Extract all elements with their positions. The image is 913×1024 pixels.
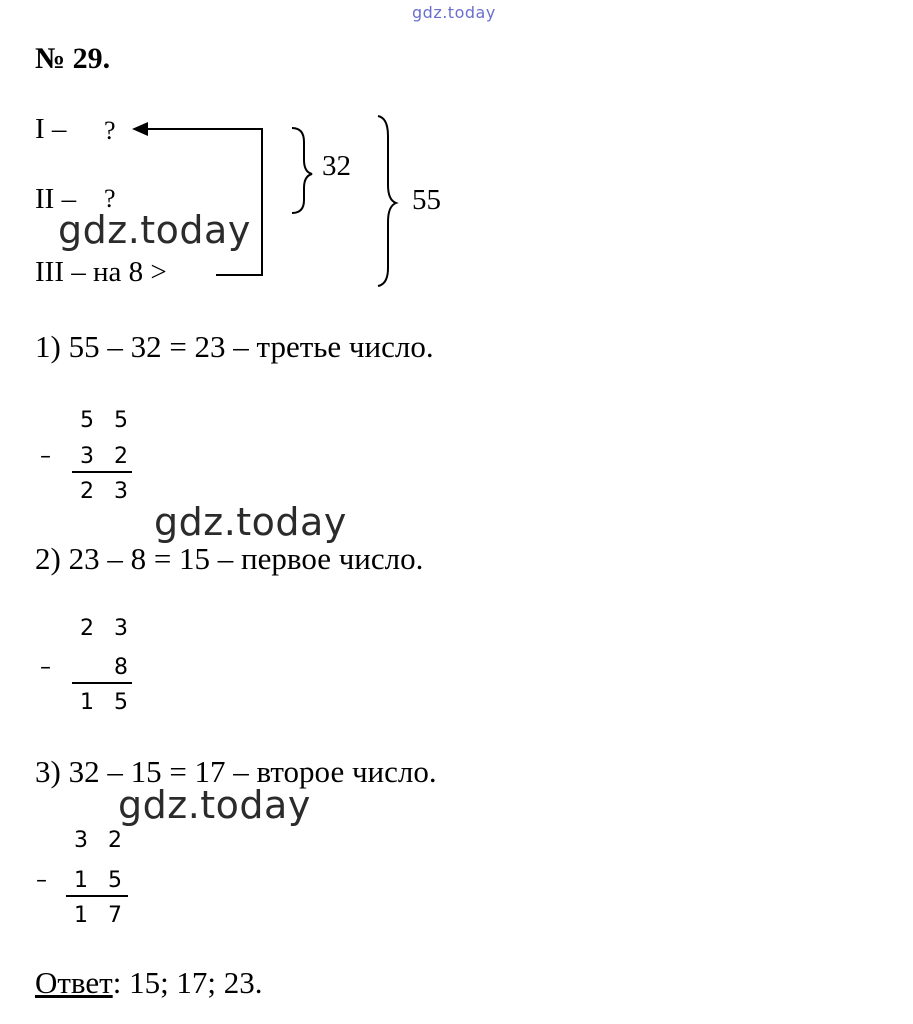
watermark-3: gdz.today [118,783,311,827]
watermark-2: gdz.today [154,500,347,544]
column-bottom-row: 8 [114,655,128,680]
minus-sign: – [40,655,51,680]
step-3-text: 3) 32 – 15 = 17 – второе число. [35,754,437,789]
column-top-row: 2 3 [80,616,128,641]
column-divider [72,471,132,473]
brace-large-value: 55 [412,184,441,216]
minus-sign: – [36,868,47,893]
scheme-row-3-label: III – на 8 > [35,256,167,288]
column-result-row: 1 7 [74,903,122,928]
column-top-row: 3 2 [74,828,122,853]
column-bottom-row: 1 5 [74,868,122,893]
watermark-1: gdz.today [58,208,251,252]
scheme-row-1-value: ? [104,116,116,145]
scheme-row-1-label: I – [35,113,67,145]
column-divider [66,895,128,897]
column-bottom-row: 3 2 [80,444,128,469]
answer [35,965,263,1001]
brace-small [292,128,312,213]
column-divider [72,682,132,684]
column-top-row: 5 5 [80,408,128,433]
scheme-row-2-label: II – [35,183,77,215]
answer-value: : 15; 17; 23. [112,965,263,1000]
column-result-row: 1 5 [80,690,128,715]
step-1-text: 1) 55 – 32 = 23 – третье число. [35,329,434,364]
minus-sign: – [40,444,51,469]
brace-large [378,116,396,286]
answer-label: Ответ [35,965,113,1000]
column-result-row: 2 3 [80,479,128,504]
step-2-text: 2) 23 – 8 = 15 – первое число. [35,541,424,576]
problem-number: № 29. [35,42,111,75]
brace-small-value: 32 [322,150,351,182]
arrow-left-icon [132,122,148,136]
scheme-row-2-value: ? [104,184,116,213]
watermark-top: gdz.today [412,3,496,22]
